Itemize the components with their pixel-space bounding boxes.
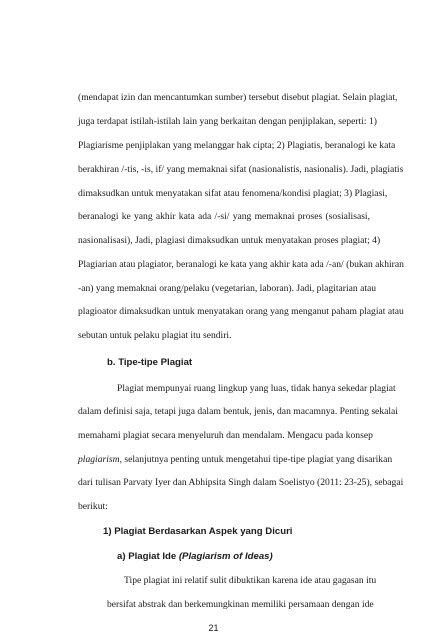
italic-term: plagiarism [78,454,120,465]
paragraph-line: nasionalisasi), Jadi, plagiasi dimaksudkan untuk menyatakan proses plagiat; 4) [78,235,381,246]
paragraph-line: Tipe plagiat ini relatif sulit dibuktikan karena ide atau gagasan itu [124,575,377,586]
paragraph-line: plagioator dimaksudkan untuk menyatakan orang yang menganut paham plagiat atau [78,306,404,317]
paragraph-line: Plagiarian atau plagiator, beranalogi ke kata yang akhir kata ada /-an/ (bukan akhiran [78,259,404,270]
paragraph-line [78,454,393,466]
heading-text: a) Plagiat Ide [117,551,179,562]
subsection-heading: 1) Plagiat Berdasarkan Aspek yang Dicuri [103,526,293,537]
paragraph-line: dari tulisan Parvaty Iyer dan Abhipsita Singh dalam Soelistyo (2011: 23-25), sebagai [78,477,404,488]
paragraph-line: -an) yang memaknai orang/pelaku (vegetarian, laboran). Jadi, plagitarian atau [78,283,377,294]
paragraph-line: dalam definisi saja, tetapi juga dalam bentuk, jenis, dan macamnya. Penting sekalai [78,406,398,417]
subsubsection-heading [117,551,273,563]
paragraph-line: Plagiarisme penjiplakan yang melanggar hak cipta; 2) Plagiatis, beranalogi ke kata [78,140,396,151]
page-number: 21 [208,623,219,633]
paragraph-line: beranalogi ke yang akhir kata ada /-si/ yang memaknai proses (sosialisasi, [78,211,370,222]
paragraph-line: Plagiat mempunyai ruang lingkup yang luas, tidak hanya sekedar plagiat [117,383,396,394]
paragraph-line: dimaksudkan untuk menyatakan sifat atau fenomena/kondisi plagiat; 3) Plagiasi, [78,188,388,199]
paragraph-line: bersifat abstrak dan berkemungkinan memiliki persamaan dengan ide [107,599,374,610]
paragraph-line: (mendapat izin dan mencantumkan sumber) tersebut disebut plagiat. Selain plagiat, [78,92,398,103]
paragraph-text: , selanjutnya penting untuk mengetahui tipe-tipe plagiat yang disarikan [119,454,393,465]
paragraph-line: juga terdapat istilah-istilah lain yang berkaitan dengan penjiplakan, seperti: 1) [78,116,377,127]
paragraph-line: berakhiran /-tis, -is, if/ yang memaknai sifat (nasionalistis, nasionalis). Jadi, plagiatis [78,164,404,175]
heading-italic-text: (Plagiarism of Ideas) [178,551,273,562]
paragraph-line: sebutan untuk pelaku plagiat itu sendiri. [78,330,232,341]
paragraph-line: memahami plagiat secara menyeluruh dan mendalam. Mengacu pada konsep [78,430,373,441]
section-heading: b. Tipe-tipe Plagiat [107,357,193,368]
paragraph-line: berikut: [78,501,108,512]
